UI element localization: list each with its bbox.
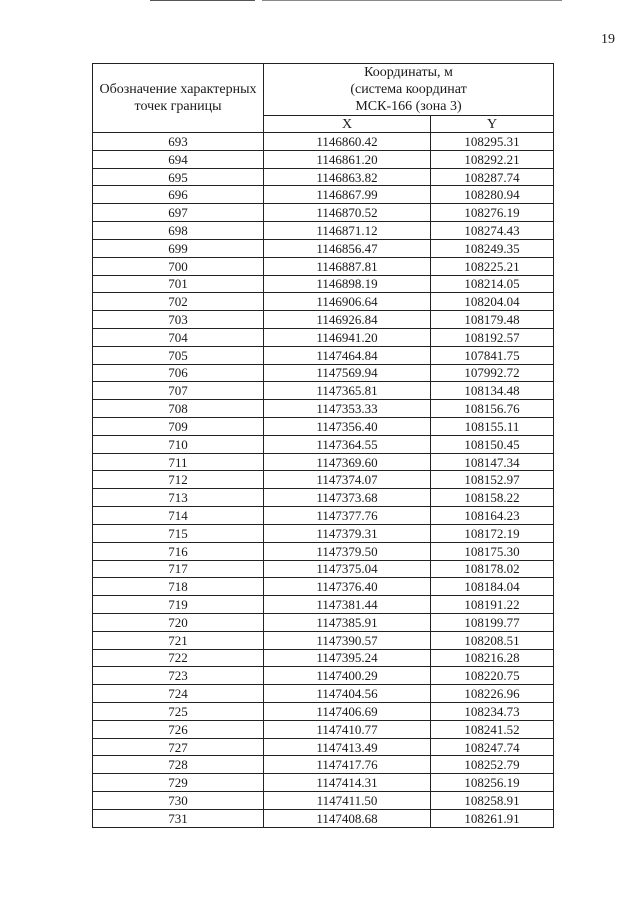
cell-x: 1147381.44 [264, 596, 431, 614]
cell-y: 108156.76 [431, 400, 554, 418]
cell-point: 710 [93, 435, 264, 453]
cell-y: 108191.22 [431, 596, 554, 614]
table-row [93, 435, 554, 453]
cell-x: 1147379.50 [264, 542, 431, 560]
top-divider-right [262, 0, 562, 1]
cell-x: 1146887.81 [264, 257, 431, 275]
cell-x: 1147353.33 [264, 400, 431, 418]
cell-point: 700 [93, 257, 264, 275]
table-row [93, 613, 554, 631]
table-row [93, 667, 554, 685]
cell-y: 108226.96 [431, 685, 554, 703]
cell-x: 1146860.42 [264, 133, 431, 151]
table-row [93, 293, 554, 311]
cell-x: 1147356.40 [264, 418, 431, 436]
table-row [93, 756, 554, 774]
cell-y: 108158.22 [431, 489, 554, 507]
table-row [93, 186, 554, 204]
cell-y: 108276.19 [431, 204, 554, 222]
cell-x: 1147417.76 [264, 756, 431, 774]
table-row [93, 471, 554, 489]
cell-y: 108292.21 [431, 150, 554, 168]
cell-x: 1147369.60 [264, 453, 431, 471]
cell-x: 1147385.91 [264, 613, 431, 631]
cell-y: 108258.91 [431, 792, 554, 810]
cell-point: 730 [93, 792, 264, 810]
table-row [93, 720, 554, 738]
table-row [93, 507, 554, 525]
table-row [93, 311, 554, 329]
cell-y: 108204.04 [431, 293, 554, 311]
cell-y: 108216.28 [431, 649, 554, 667]
cell-y: 108155.11 [431, 418, 554, 436]
cell-point: 705 [93, 346, 264, 364]
cell-y: 108152.97 [431, 471, 554, 489]
cell-point: 706 [93, 364, 264, 382]
table-row [93, 809, 554, 827]
cell-x: 1147464.84 [264, 346, 431, 364]
cell-point: 717 [93, 560, 264, 578]
cell-x: 1146941.20 [264, 328, 431, 346]
cell-y: 108147.34 [431, 453, 554, 471]
cell-x: 1147410.77 [264, 720, 431, 738]
coordinates-table [92, 63, 554, 828]
cell-y: 108192.57 [431, 328, 554, 346]
table-row [93, 364, 554, 382]
cell-point: 719 [93, 596, 264, 614]
cell-point: 713 [93, 489, 264, 507]
table-row [93, 204, 554, 222]
cell-point: 731 [93, 809, 264, 827]
cell-point: 715 [93, 524, 264, 542]
cell-x: 1147377.76 [264, 507, 431, 525]
cell-y: 108252.79 [431, 756, 554, 774]
cell-x: 1147406.69 [264, 703, 431, 721]
header-point-designation: Обозначение характерных точек границы [93, 64, 264, 133]
cell-point: 722 [93, 649, 264, 667]
cell-x: 1146863.82 [264, 168, 431, 186]
table-row [93, 560, 554, 578]
header-coordinates [264, 64, 554, 116]
cell-x: 1147414.31 [264, 774, 431, 792]
table-row [93, 774, 554, 792]
table-row [93, 418, 554, 436]
cell-y: 108150.45 [431, 435, 554, 453]
cell-x: 1147373.68 [264, 489, 431, 507]
cell-point: 724 [93, 685, 264, 703]
table-row [93, 453, 554, 471]
cell-y: 107841.75 [431, 346, 554, 364]
cell-x: 1147379.31 [264, 524, 431, 542]
cell-point: 721 [93, 631, 264, 649]
header-coordinates-line2: (система координат [350, 82, 467, 97]
table-row [93, 222, 554, 240]
table-row [93, 649, 554, 667]
cell-y: 108179.48 [431, 311, 554, 329]
cell-point: 697 [93, 204, 264, 222]
cell-point: 696 [93, 186, 264, 204]
cell-x: 1147395.24 [264, 649, 431, 667]
cell-y: 108184.04 [431, 578, 554, 596]
cell-point: 704 [93, 328, 264, 346]
table-row [93, 596, 554, 614]
cell-y: 108199.77 [431, 613, 554, 631]
cell-y: 108241.52 [431, 720, 554, 738]
cell-x: 1146871.12 [264, 222, 431, 240]
table-body [93, 133, 554, 828]
cell-y: 108274.43 [431, 222, 554, 240]
cell-point: 718 [93, 578, 264, 596]
table-row [93, 703, 554, 721]
cell-y: 108225.21 [431, 257, 554, 275]
cell-point: 725 [93, 703, 264, 721]
cell-x: 1146898.19 [264, 275, 431, 293]
cell-point: 716 [93, 542, 264, 560]
cell-y: 108175.30 [431, 542, 554, 560]
table-row [93, 133, 554, 151]
cell-point: 709 [93, 418, 264, 436]
cell-x: 1146870.52 [264, 204, 431, 222]
table-row [93, 685, 554, 703]
cell-point: 707 [93, 382, 264, 400]
table-row [93, 578, 554, 596]
cell-x: 1146906.64 [264, 293, 431, 311]
table-row [93, 328, 554, 346]
cell-point: 693 [93, 133, 264, 151]
cell-y: 108208.51 [431, 631, 554, 649]
cell-y: 108295.31 [431, 133, 554, 151]
cell-point: 727 [93, 738, 264, 756]
cell-x: 1146861.20 [264, 150, 431, 168]
cell-x: 1147376.40 [264, 578, 431, 596]
table-row [93, 239, 554, 257]
cell-x: 1147404.56 [264, 685, 431, 703]
cell-x: 1147413.49 [264, 738, 431, 756]
table-row [93, 346, 554, 364]
table-row [93, 168, 554, 186]
cell-point: 726 [93, 720, 264, 738]
table-row [93, 792, 554, 810]
cell-point: 699 [93, 239, 264, 257]
cell-y: 108220.75 [431, 667, 554, 685]
cell-point: 701 [93, 275, 264, 293]
top-divider [150, 0, 255, 1]
cell-y: 108164.23 [431, 507, 554, 525]
cell-x: 1147390.57 [264, 631, 431, 649]
cell-point: 703 [93, 311, 264, 329]
cell-point: 728 [93, 756, 264, 774]
cell-point: 729 [93, 774, 264, 792]
cell-x: 1146856.47 [264, 239, 431, 257]
page-number: 19 [601, 32, 615, 47]
cell-x: 1146867.99 [264, 186, 431, 204]
table-row [93, 489, 554, 507]
cell-x: 1147569.94 [264, 364, 431, 382]
cell-point: 708 [93, 400, 264, 418]
header-y: Y [431, 116, 554, 133]
cell-y: 108247.74 [431, 738, 554, 756]
cell-x: 1147374.07 [264, 471, 431, 489]
cell-y: 108214.05 [431, 275, 554, 293]
table-row [93, 524, 554, 542]
cell-x: 1147365.81 [264, 382, 431, 400]
cell-y: 108280.94 [431, 186, 554, 204]
cell-y: 108178.02 [431, 560, 554, 578]
cell-y: 108261.91 [431, 809, 554, 827]
table-row [93, 400, 554, 418]
cell-x: 1147375.04 [264, 560, 431, 578]
table-row [93, 382, 554, 400]
cell-y: 108172.19 [431, 524, 554, 542]
table-row [93, 150, 554, 168]
cell-x: 1147408.68 [264, 809, 431, 827]
cell-point: 711 [93, 453, 264, 471]
cell-x: 1147400.29 [264, 667, 431, 685]
cell-point: 695 [93, 168, 264, 186]
cell-point: 698 [93, 222, 264, 240]
cell-point: 720 [93, 613, 264, 631]
cell-y: 107992.72 [431, 364, 554, 382]
cell-x: 1147364.55 [264, 435, 431, 453]
table-row [93, 631, 554, 649]
cell-point: 712 [93, 471, 264, 489]
table-row [93, 257, 554, 275]
cell-y: 108134.48 [431, 382, 554, 400]
header-coordinates-line3: МСК-166 (зона 3) [355, 99, 462, 114]
cell-point: 702 [93, 293, 264, 311]
cell-y: 108256.19 [431, 774, 554, 792]
header-x: X [264, 116, 431, 133]
cell-y: 108249.35 [431, 239, 554, 257]
cell-y: 108287.74 [431, 168, 554, 186]
cell-y: 108234.73 [431, 703, 554, 721]
table-header [93, 64, 554, 133]
cell-x: 1146926.84 [264, 311, 431, 329]
cell-point: 723 [93, 667, 264, 685]
table-row [93, 275, 554, 293]
table-row [93, 542, 554, 560]
cell-point: 714 [93, 507, 264, 525]
header-coordinates-line1: Координаты, м [364, 65, 453, 80]
table-row [93, 738, 554, 756]
cell-point: 694 [93, 150, 264, 168]
cell-x: 1147411.50 [264, 792, 431, 810]
